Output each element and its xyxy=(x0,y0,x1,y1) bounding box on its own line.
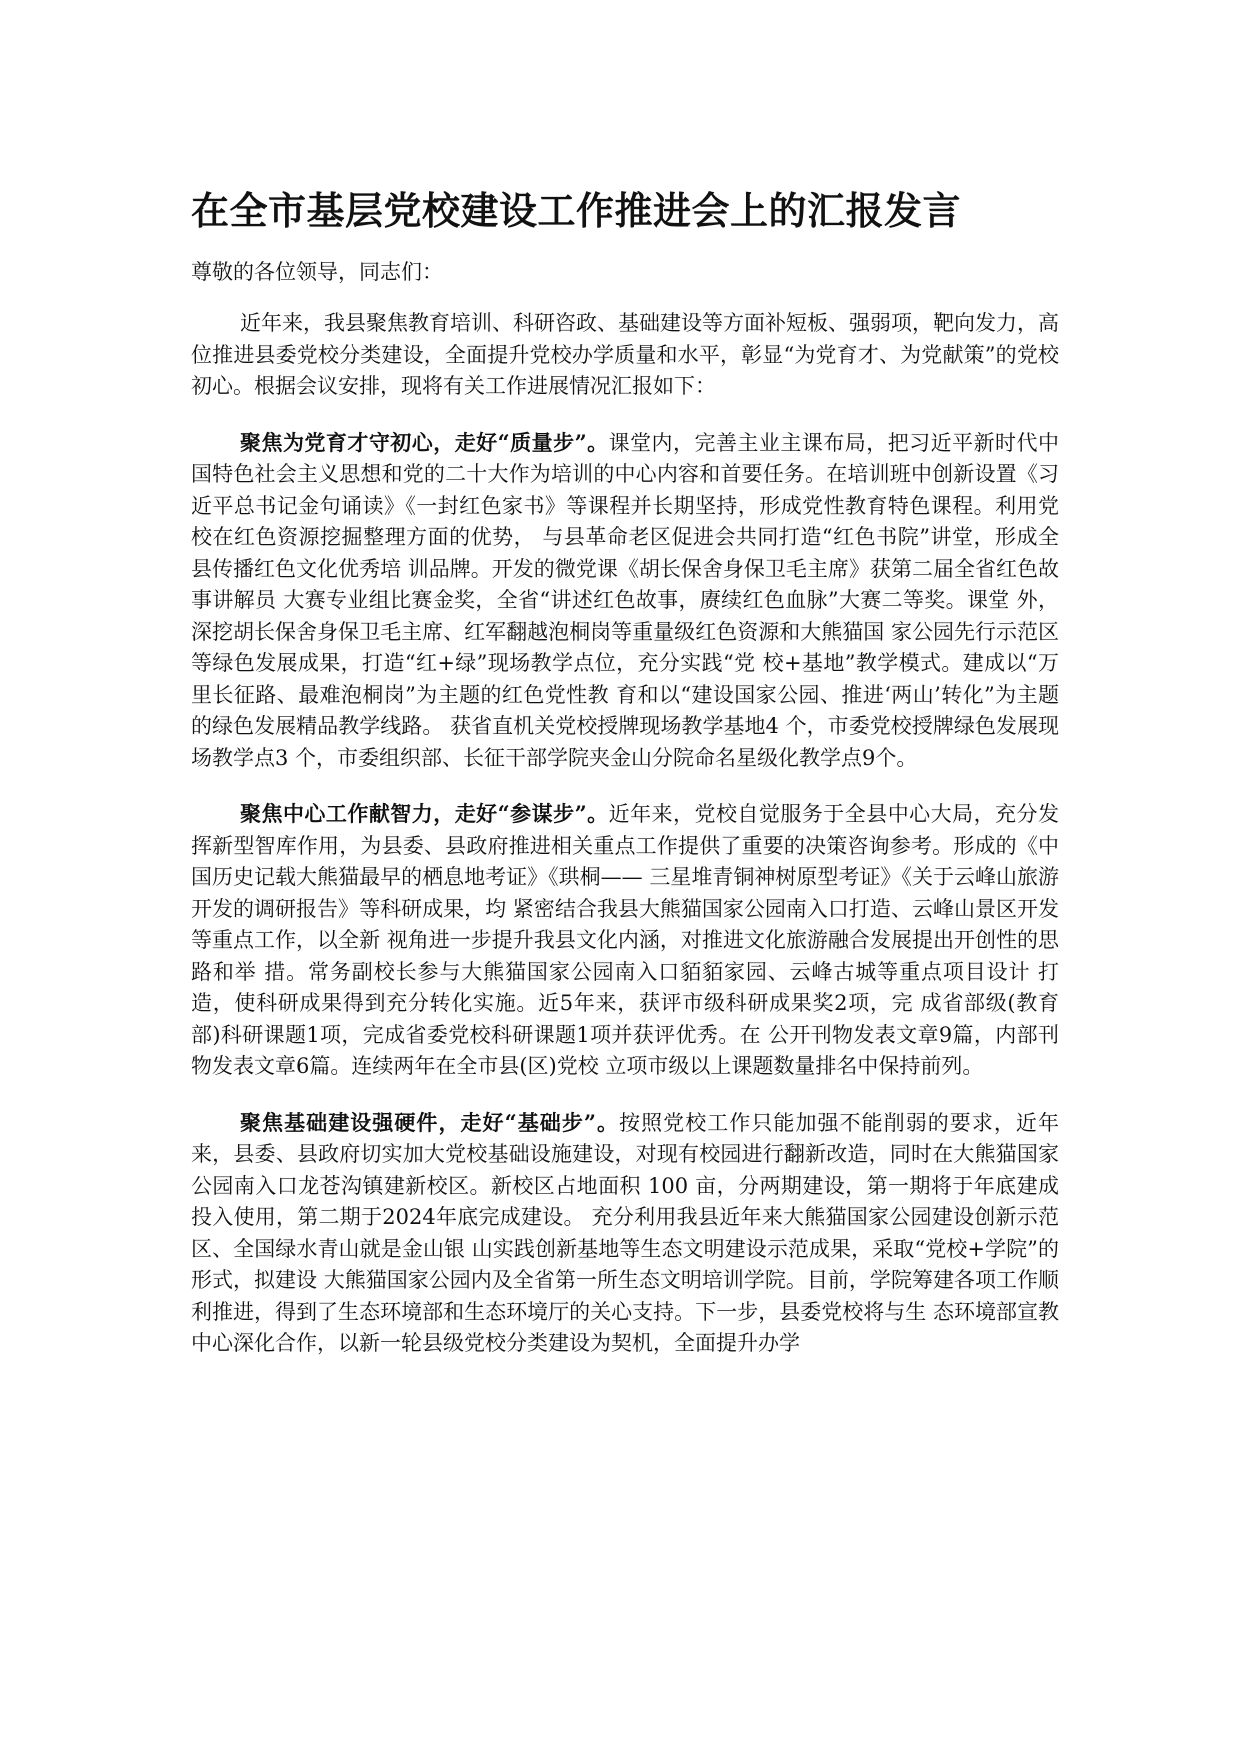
section-paragraph-quality xyxy=(191,427,1059,775)
section-lead-advisory: 聚焦中心工作献智力，走好“参谋步”。 xyxy=(240,801,609,826)
intro-paragraph: 近年来，我县聚焦教育培训、科研咨政、基础建设等方面补短板、强弱项，靶向发力，高位推进县委党校分类建设，全面提升党校办学质量和水平，彰显“为党育才、为党献策”的党校初心。根据会议安排，现将有关工作进展情况汇报如下： xyxy=(191,311,1059,398)
section-body-advisory: 近年来，党校自觉服务于全县中心大局，充分发挥新型智库作用，为县委、县政府推进相关重点工作提供了重要的决策咨询参考。形成的《中国历史记载大熊猫最早的栖息地考证》《珙桐—— 三星堆青铜神树原型考证》《关于云峰山旅游开发的调研报告》等科研成果，均 紧密结合我县大熊猫国家公园南入口打造、云峰山景区开发等重点工作，以全新 视角进一步提升我县文化内涵，对推进文化旅游融合发展提出开创性的思路和举 措。常务副校长参与大熊猫国家公园南入口貊貊家园、云峰古城等重点项目设计 打造，使科研成果得到充分转化实施。近5年来，获评市级科研成果奖2项，完 成省部级(教育部)科研课题1项，完成省委党校科研课题1项并获评优秀。在 公开刊物发表文章9篇，内部刊物发表文章6篇。连续两年在全市县(区)党校 立项市级以上课题数量排名中保持前列。 xyxy=(191,802,1059,1078)
section-body-quality: 课堂内，完善主业主课布局，把习近平新时代中国特色社会主义思想和党的二十大作为培训的中心内容和首要任务。在培训班中创新设置《习近平总书记金句诵读》《一封红色家书》等课程并长期坚持，形成党性教育特色课程。利用党校在红色资源挖掘整理方面的优势， 与县革命老区促进会共同打造“红色书院”讲堂，形成全县传播红色文化优秀培 训品牌。开发的微党课《胡长保舍身保卫毛主席》获第二届全省红色故事讲解员 大赛专业组比赛金奖，全省“讲述红色故事，赓续红色血脉”大赛二等奖。课堂 外，深挖胡长保舍身保卫毛主席、红军翻越泡桐岗等重量级红色资源和大熊猫国 家公园先行示范区等绿色发展成果，打造“红+绿”现场教学点位，充分实践“党 校+基地”教学模式。建成以“万里长征路、最难泡桐岗”为主题的红色党性教 育和以“建设国家公园、推进‘两山’转化”为主题的绿色发展精品教学线路。 获省直机关党校授牌现场教学基地4 个，市委党校授牌绿色发展现场教学点3 个，市委组织部、长征干部学院夹金山分院命名星级化教学点9个。 xyxy=(191,430,1059,770)
section-body-foundation: 按照党校工作只能加强不能削弱的要求，近年来，县委、县政府切实加大党校基础设施建设，对现有校园进行翻新改造，同时在大熊猫国家公园南入口龙苍沟镇建新校区。新校区占地面积 100 亩，分两期建设，第一期将于年底建成投入使用，第二期于2024年底完成建设。 充分利用我县近年来大熊猫国家公园建设创新示范区、全国绿水青山就是金山银 山实践创新基地等生态文明建设示范成果，采取“党校+学院”的形式，拟建设 大熊猫国家公园内及全省第一所生态文明培训学院。目前，学院筹建各项工作顺 利推进，得到了生态环境部和生态环境厅的关心支持。下一步，县委党校将与生 态环境部宣教中心深化合作，以新一轮县级党校分类建设为契机，全面提升办学 xyxy=(191,1110,1059,1355)
section-paragraph-foundation xyxy=(191,1107,1059,1360)
section-paragraph-advisory xyxy=(191,798,1059,1083)
section-lead-foundation: 聚焦基础建设强硬件，走好“基础步”。 xyxy=(240,1109,620,1135)
document-title: 在全市基层党校建设工作推进会上的汇报发言 xyxy=(191,189,962,233)
salutation: 尊敬的各位领导，同志们： xyxy=(191,260,443,284)
document-body xyxy=(191,186,1059,1384)
section-lead-quality: 聚焦为党育才守初心，走好“质量步”。 xyxy=(240,429,609,455)
